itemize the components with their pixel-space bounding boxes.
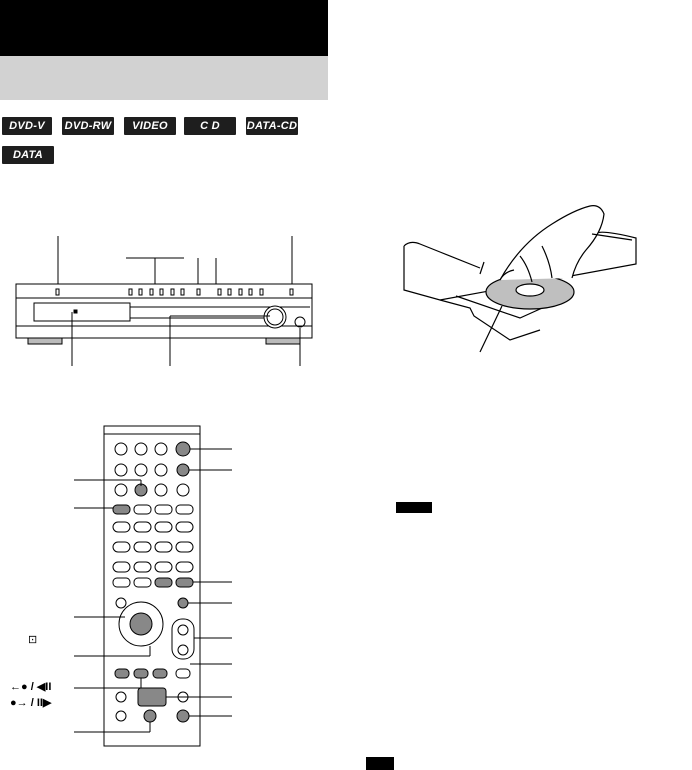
note-tag [396,502,432,513]
tip-tag [366,757,394,770]
badge-data-dvd: DATA DVD [2,146,54,164]
badge-dvd-rw: DVD-RW [62,117,114,135]
step-forward-label: ●→ / II▶ [10,697,52,709]
step-back-label: ←● / ◀II [10,681,52,693]
badge-dvd-v: DVD-V [2,117,52,135]
subtitle-icon: ⊡ [28,634,38,646]
badge-data-cd: DATA-CD [246,117,298,135]
badge-video-cd: VIDEO CD [124,117,176,135]
badge-cd: C D [184,117,236,135]
